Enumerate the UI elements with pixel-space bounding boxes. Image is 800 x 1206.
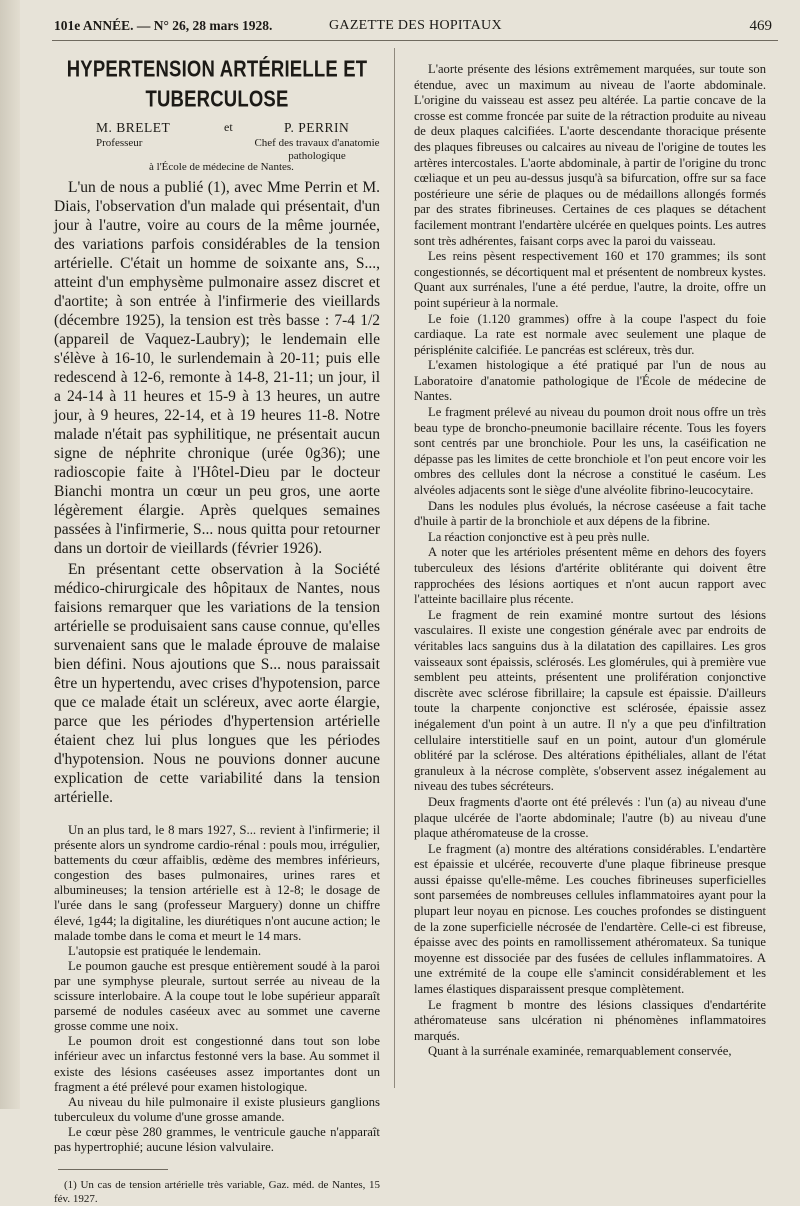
body-paragraph: Le fragment (a) montre des altérations considérables. L'endartère est épaissie et ulcérée, recouverte d'une plaque fibrineuse presque aussi épaisse qu'elle-même. Les couches fibrineuses superficielles sont parsemées de nombreuses cellules inflammatoires ayant pour la plupart leur noyau en picnose. Les couches profondes se distinguent de la zone superficielle nécrosée de l'endartère. Celle-ci est fibreuse, épaisse avec des points en ramollissement athéromateux. Sa tunique moyenne est dissociée par des fusées de cellules inflammatoires. A une extrémité de la coupe elle s'amincit considérablement et les lames élastiques disparaissent presque complètement. <box>414 841 766 997</box>
journal-name: GAZETTE DES HOPITAUX <box>329 18 502 33</box>
intro-paragraph: En présentant cette observation à la Société médico-chirurgicale des hôpitaux de Nantes, nous faisions remarquer que les variations de la tension artérielle se produisaient sans cause connue, qu'elles survenaient sans que le malade éprouve de malaise bien défini. Nous ajoutions que S... nous paraissait être un hypertendu, avec crises d'hypotension, parce que ce malade était un scléreux, avec aorte élargie, parce que les périodes d'hypertension artérielle étaient chez lui plus longues que les périodes d'hypotension. Nous ne pouvions donner aucune explication de cette variabilité dans la tension artérielle. <box>54 561 380 806</box>
body-paragraph: L'aorte présente des lésions extrêmement marquées, sur toute son étendue, avec un maximum au niveau de l'aorte abdominale. L'origine du vaisseau est assez peu altérée. La partie concave de la crosse est comme froncée par suite de la rétraction produite au niveau de deux plaques calcifiées. L'aorte descendante thoracique présente des plaques fibreuses ou calcaires au niveau de l'origine de toutes les artères intercostales. L'aorte abdominale, à partir de l'origine du tronc cœliaque et un peu au-dessus jusqu'à sa bifurcation, offre sur sa face postérieure une série de plaques ou de médaillons allongés formés par des strates fibrineuses. Certaines de ces plaques se détachent facilement montrant l'endartère ulcérée en quelques points. Les autres sont très adhérentes, faisant corps avec la paroi du vaisseau. <box>414 62 766 248</box>
page-spine-shadow <box>0 0 20 1109</box>
author-connector: et <box>224 120 233 134</box>
body-paragraph: Dans les nodules plus évolués, la nécrose caséeuse a fait tache d'huile à partir de la bronchiole et aux dépens de la fibrine. <box>414 498 766 529</box>
column-divider <box>394 48 395 1088</box>
footnote: (1) Un cas de tension artérielle très variable, Gaz. méd. de Nantes, 15 fév. 1927. <box>54 1179 380 1206</box>
affiliation: à l'École de médecine de Nantes. <box>149 161 294 173</box>
case-paragraph: Un an plus tard, le 8 mars 1927, S... revient à l'infirmerie; il présente alors un syndrome cardio-rénal : pouls mou, irrégulier, battements du cœur affaiblis, œdème des membres inférieurs, congestion des bases pulmonaires, urines rares et albumineuses; la tension artérielle est à 12-8; le dosage de l'urée dans le sang (professeur Marguery) donne un chiffre élevé, 1g44; la digitaline, les diurétiques n'ont aucune action; le malade tombe dans le coma et meurt le 14 mars. <box>54 823 380 943</box>
footnote-rule <box>58 1169 168 1170</box>
body-paragraph: Quant à la surrénale examinée, remarquablement conservée, <box>428 1044 732 1059</box>
intro-paragraph: L'un de nous a publié (1), avec Mme Perrin et M. Diais, l'observation d'un malade qui présentait, d'un jour à l'autre, voire au cours de la même journée, des variations parfois considérables de la tension artérielle. C'était un homme de soixante ans, S..., atteint d'un emphysème pulmonaire assez discret et d'aortite; à son entrée à l'infirmerie des vieillards (décembre 1925), la tension est très basse : 7-4 1/2 (appareil de Vaquez-Laubry); le lendemain elle s'élève à 16-10, le surlendemain à 20-11; puis elle redescend à 12-6, remonte à 14-8, 21-11; un jour, il a 24-14 à 11 heures et 15-9 à 13 heures, un autre jour, à 9 heures, 22-14, et à 19 heures 11-8. Notre malade n'était pas syphilitique, ne présentait aucun signe de néphrite chronique (urée 0g36); une radioscopie faite à l'Hôtel-Dieu par le docteur Bianchi montra un cœur un peu gros, une aorte légèrement élargie. Après quelques semaines passées à l'infirmerie, S... nous quitta pour retourner dans un dortoir de vieillards (février 1926). <box>54 179 380 557</box>
case-paragraph: L'autopsie est pratiquée le lendemain. <box>68 943 262 958</box>
body-paragraph: Deux fragments d'aorte ont été prélevés : l'un (a) au niveau d'une plaque ulcérée de l'aorte abdominale; l'autre (b) au niveau d'une plaque athéromateuse de la crosse. <box>414 794 766 841</box>
article-title: HYPERTENSION ARTÉRIELLE ET TUBERCULOSE <box>66 55 368 112</box>
author-block <box>54 120 380 178</box>
body-paragraph: Le foie (1.120 grammes) offre à la coupe l'aspect du foie cardiaque. La rate est normale avec seulement une plaque de périsplénite calcifiée. Le pancréas est scléreux, très dur. <box>414 311 766 357</box>
right-column <box>414 62 766 1060</box>
body-paragraph: Le fragment b montre des lésions classiques d'endartérite athéromateuse sans ulcération ni phénomènes inflammatoires marqués. <box>414 997 766 1043</box>
left-column <box>54 56 380 1206</box>
header-rule <box>52 40 778 41</box>
case-paragraph: Le poumon droit est congestionné dans tout son lobe inférieur avec un infarctus festonné vers la base. Au sommet il existe des lésions caséeuses assez importantes dont un fragment a été prélevé pour examen histologique. <box>54 1034 380 1094</box>
body-paragraph: La réaction conjonctive est à peu près nulle. <box>428 529 650 544</box>
case-paragraph: Au niveau du hile pulmonaire il existe plusieurs ganglions tuberculeux du volume d'une grosse amande. <box>54 1094 380 1124</box>
body-paragraph: Les reins pèsent respectivement 160 et 170 grammes; ils sont congestionnés, se décortiquent mal et présentent de nombreux kystes. Quant aux surrénales, l'une a été perdue, l'autre, la droite, offre un point supérieur à la normale. <box>414 249 766 310</box>
body-paragraph: Le fragment prélevé au niveau du poumon droit nous offre un très beau type de broncho-pneumonie bacillaire récente. Tous les foyers sont centrés par une bronchiole. Pour les uns, la caséification ne dépasse pas les limites de cette bronchiole et l'on peut encore voir les ombres des cellules dont la nécrose a constitué le caséum. Les alvéoles adjacents sont le siège d'une alvéolite fibrino-leucocytaire. <box>414 405 766 498</box>
running-header <box>54 18 772 40</box>
body-paragraph: A noter que les artérioles présentent même en dehors des foyers tuberculeux des lésions d'artérite oblitérante qui doivent être rapprochées des lésions aortiques et n'ont aucun rapport avec l'atteinte bacillaire plus récente. <box>414 545 766 607</box>
issue-line: 101e ANNÉE. — N° 26, 28 mars 1928. <box>54 18 273 33</box>
body-paragraph: Le fragment de rein examiné montre surtout des lésions vasculaires. Il existe une congestion générale avec par endroits de véritables lacs sanguins dus à la dilatation des capillaires. Les gros vaisseaux sont épaissis, sclérosés. Les glomérules, qui à première vue semblent peu atteints, présentent une prolifération conjonctive discrète avec sclérose fibrillaire; la capsule est épaissie. D'ailleurs toute la charpente conjonctive est sclérosée, épaissie assez inégalement d'un point à un autre. Il n'y a que peu d'infiltration cellulaire interstitielle sauf en un point, autour d'un glomérule oblitéré par la sclérose. Des altérations épithéliales, allant de l'état granuleux à la nécrose complète, s'observent assez inégalement au niveau des tubes sécréteurs. <box>414 607 766 794</box>
page-number: 469 <box>749 18 772 34</box>
body-paragraph: L'examen histologique a été pratiqué par l'un de nous au Laboratoire d'anatomie pathologique de l'École de médecine de Nantes. <box>414 358 766 404</box>
author-1-role: Professeur <box>96 137 143 149</box>
author-2-role: Chef des travaux d'anatomie pathologique <box>254 137 380 162</box>
case-paragraph: Le poumon gauche est presque entièrement soudé à la paroi par une symphyse pleurale, surtout serrée au niveau de la scissure interlobaire. A la coupe tout le lobe supérieur apparaît parsemé de nodules caséeux avec au sommet une caverne grosse comme une noix. <box>54 958 380 1034</box>
case-paragraph: Le cœur pèse 280 grammes, le ventricule gauche n'apparaît pas hypertrophié; aucune lésion valvulaire. <box>54 1124 380 1154</box>
author-1: M. BRELET <box>96 120 171 135</box>
author-2: P. PERRIN <box>284 120 350 135</box>
